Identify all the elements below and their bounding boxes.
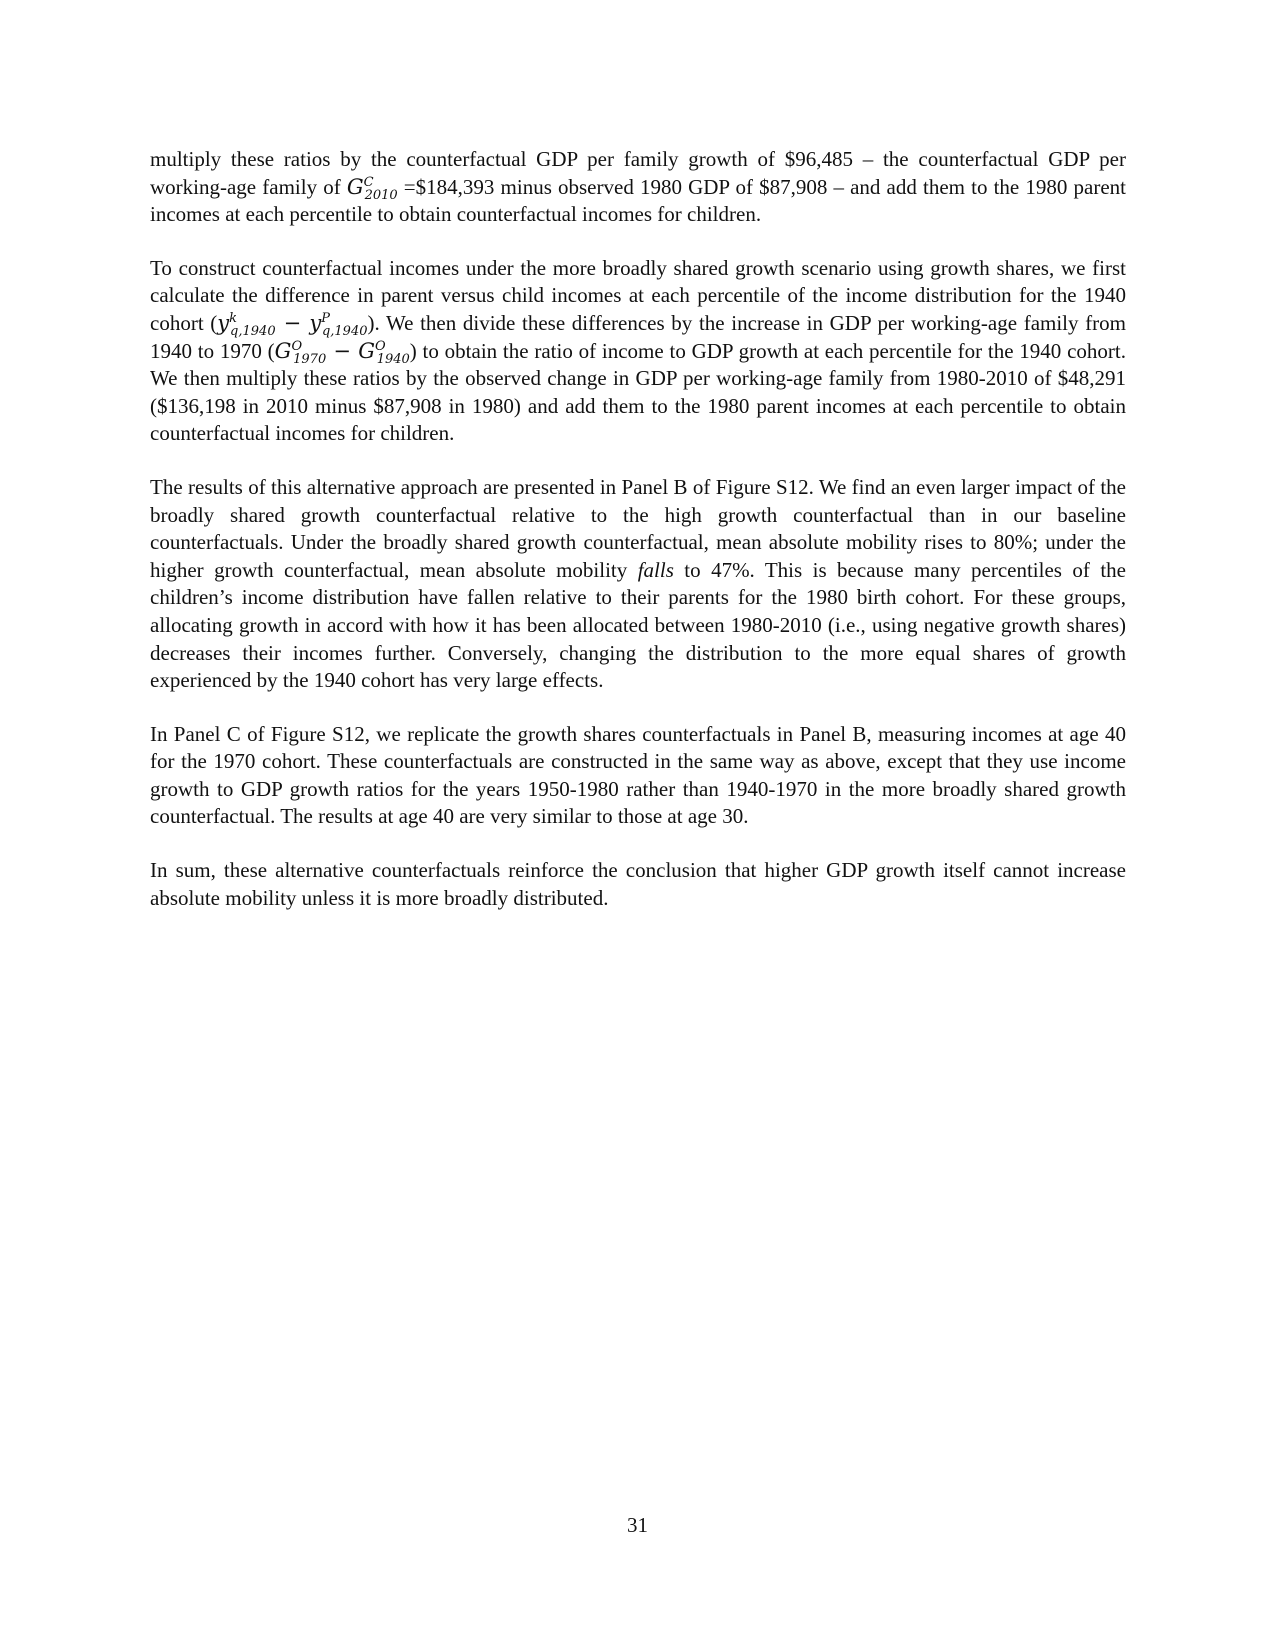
math-gdp-difference	[274, 338, 410, 367]
math-income-difference	[217, 310, 368, 340]
page-number: 31	[627, 1513, 648, 1537]
math-minus: −	[283, 310, 302, 335]
page-body	[150, 146, 1126, 938]
math-sup: O	[291, 338, 303, 354]
text-run: The results of this alternative approach are presented in Panel B of Figure S12. We find an even larger impact of the broadly shared growth counterfactual relative to the high growth counterfactual than in our baseline counterfactuals. Under the broadly shared growth counterfactual, mean absolute mobility rises to 80%; under the higher growth counterfactual, mean absolute mobility	[150, 474, 1126, 582]
paragraph-results-panel-b	[150, 474, 1126, 695]
math-base: G	[274, 338, 292, 363]
paragraph-counterfactual-gdp	[150, 146, 1126, 229]
text-run: multiply these ratios by the counterfactual GDP per family growth of $96,485 – the counterfactual GDP per working-age family of	[150, 147, 1126, 199]
math-g-c-2010	[346, 174, 398, 203]
text-run: To construct counterfactual incomes under the more broadly shared growth scenario using growth shares, we first calculate the difference in parent versus child incomes at each percentile of the income distribution for the 1940 cohort (	[150, 255, 1126, 335]
text-run: ). We then divide these differences by the increase in GDP per working-age family from 1940 to 1970 (	[150, 310, 1126, 363]
math-minus: −	[333, 338, 352, 363]
emphasis-falls: falls	[637, 557, 674, 582]
paragraph-conclusion: In sum, these alternative counterfactuals reinforce the conclusion that higher GDP growth itself cannot increase absolute mobility unless it is more broadly distributed.	[150, 858, 1126, 910]
text-run: ) to obtain the ratio of income to GDP growth at each percentile for the 1940 cohort. We then multiply these ratios by the observed change in GDP per working-age family from 1980-2010 of $48,291 ($136,198 in 2010 minus $87,908 in 1980) and add them to the 1980 parent incomes at each percentile to obtain counterfactual incomes for children.	[150, 338, 1126, 446]
math-base: y	[217, 310, 230, 335]
text-run: to 47%. This is because many percentiles of the children’s income distribution have fallen relative to their parents for the 1980 birth cohort. For these groups, allocating growth in accord with how it has been allocated between 1980-2010 (i.e., using negative growth shares) decreases their incomes further. Conversely, changing the distribution to the more equal shares of growth experienced by the 1940 cohort has very large effects.	[150, 557, 1126, 693]
math-sub: 1970	[293, 351, 327, 367]
math-sup: C	[363, 174, 374, 190]
math-sup: O	[375, 338, 386, 354]
text-run: =$184,393 minus observed 1980 GDP of $87,908 – and add them to the 1980 parent incomes at each percentile to obtain counterfactual incomes for children.	[150, 174, 1126, 227]
math-sup: P	[321, 310, 330, 326]
paragraph-panel-c: In Panel C of Figure S12, we replicate the growth shares counterfactuals in Panel B, measuring incomes at age 40 for the 1970 cohort. These counterfactuals are constructed in the same way as above, except that they use income growth to GDP growth ratios for the years 1950-1980 rather than 1940-1970 in the more broadly shared growth counterfactual. The results at age 40 are very similar to those at age 30.	[150, 721, 1126, 829]
math-sub: q,1940	[230, 324, 276, 340]
math-base: y	[309, 310, 322, 335]
paragraph-growth-shares	[150, 255, 1126, 448]
math-sub: 2010	[364, 187, 398, 203]
math-sub: 1940	[376, 351, 410, 367]
math-base: G	[358, 338, 376, 363]
math-sup: k	[229, 310, 238, 326]
math-sub: q,1940	[321, 324, 368, 340]
math-base: G	[346, 174, 364, 199]
